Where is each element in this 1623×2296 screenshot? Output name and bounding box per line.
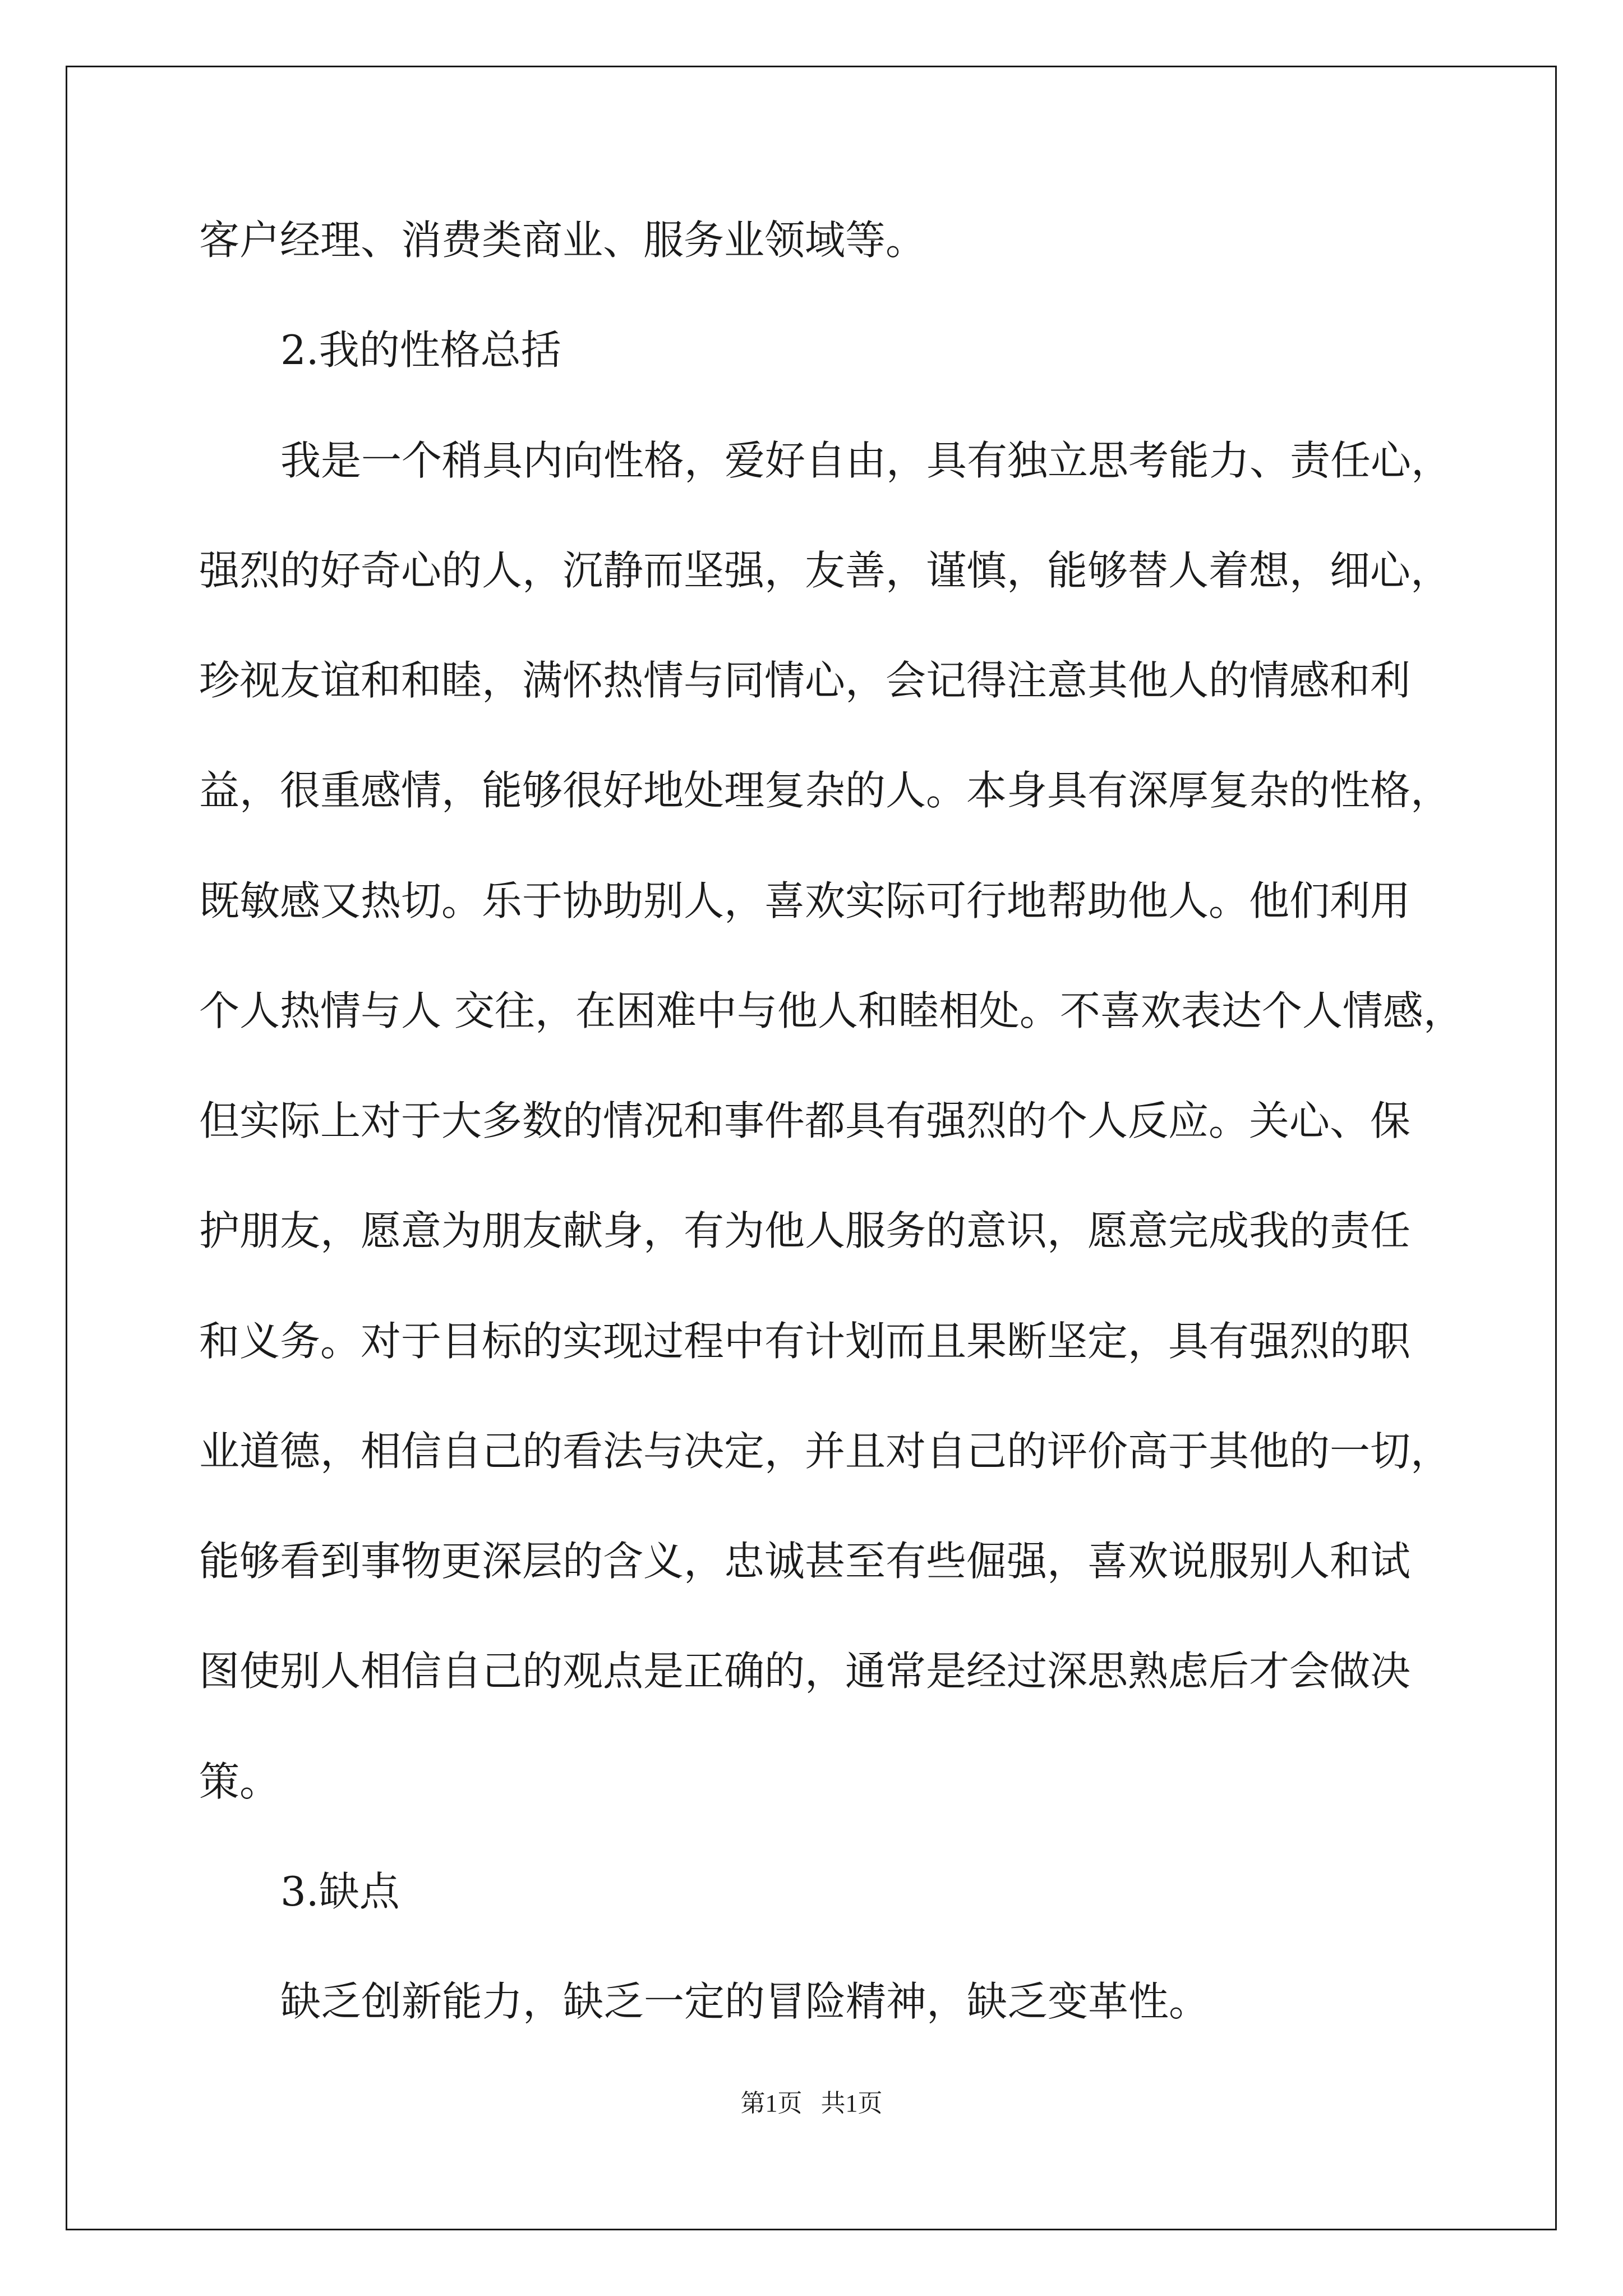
paragraph-line: 客户经理、消费类商业、服务业领域等。 xyxy=(199,217,926,264)
page-footer: 第1页 共1页 xyxy=(740,2090,883,2117)
paragraph-line: 强烈的好奇心的人，沉静而坚强，友善，谨慎，能够替人着想，细心， xyxy=(199,547,1451,594)
paragraph-line: 益，很重感情，能够很好地处理复杂的人。本身具有深厚复杂的性格， xyxy=(199,767,1451,814)
paragraph-line: 护朋友，愿意为朋友献身，有为他人服务的意识，愿意完成我的责任 xyxy=(199,1207,1411,1254)
paragraph-line: 既敏感又热切。乐于协助别人，喜欢实际可行地帮助他人。他们利用 xyxy=(199,877,1411,924)
paragraph-line: 我是一个稍具内向性格，爱好自由，具有独立思考能力、责任心， xyxy=(280,437,1452,484)
paragraph-line: 能够看到事物更深层的含义，忠诚甚至有些倔强，喜欢说服别人和试 xyxy=(199,1538,1411,1585)
paragraph-line: 和义务。对于目标的实现过程中有计划而且果断坚定，具有强烈的职 xyxy=(199,1318,1411,1365)
paragraph-line: 缺乏创新能力，缺乏一定的冒险精神，缺乏变革性。 xyxy=(280,1978,1210,2025)
section-heading: 2.我的性格总括 xyxy=(280,326,561,374)
paragraph-line: 策。 xyxy=(199,1758,280,1805)
paragraph-line: 但实际上对于大多数的情况和事件都具有强烈的个人反应。关心、保 xyxy=(199,1097,1411,1144)
paragraph-line: 珍视友谊和和睦，满怀热情与同情心，会记得注意其他人的情感和利 xyxy=(199,657,1411,704)
paragraph-line: 业道德，相信自己的看法与决定，并且对自己的评价高于其他的一切， xyxy=(199,1428,1451,1475)
paragraph-line: 个人热情与人 交往，在困难中与他人和睦相处。不喜欢表达个人情感， xyxy=(199,987,1464,1034)
paragraph-line: 图使别人相信自己的观点是正确的，通常是经过深思熟虑后才会做决 xyxy=(199,1648,1411,1695)
section-heading: 3.缺点 xyxy=(280,1868,400,1915)
